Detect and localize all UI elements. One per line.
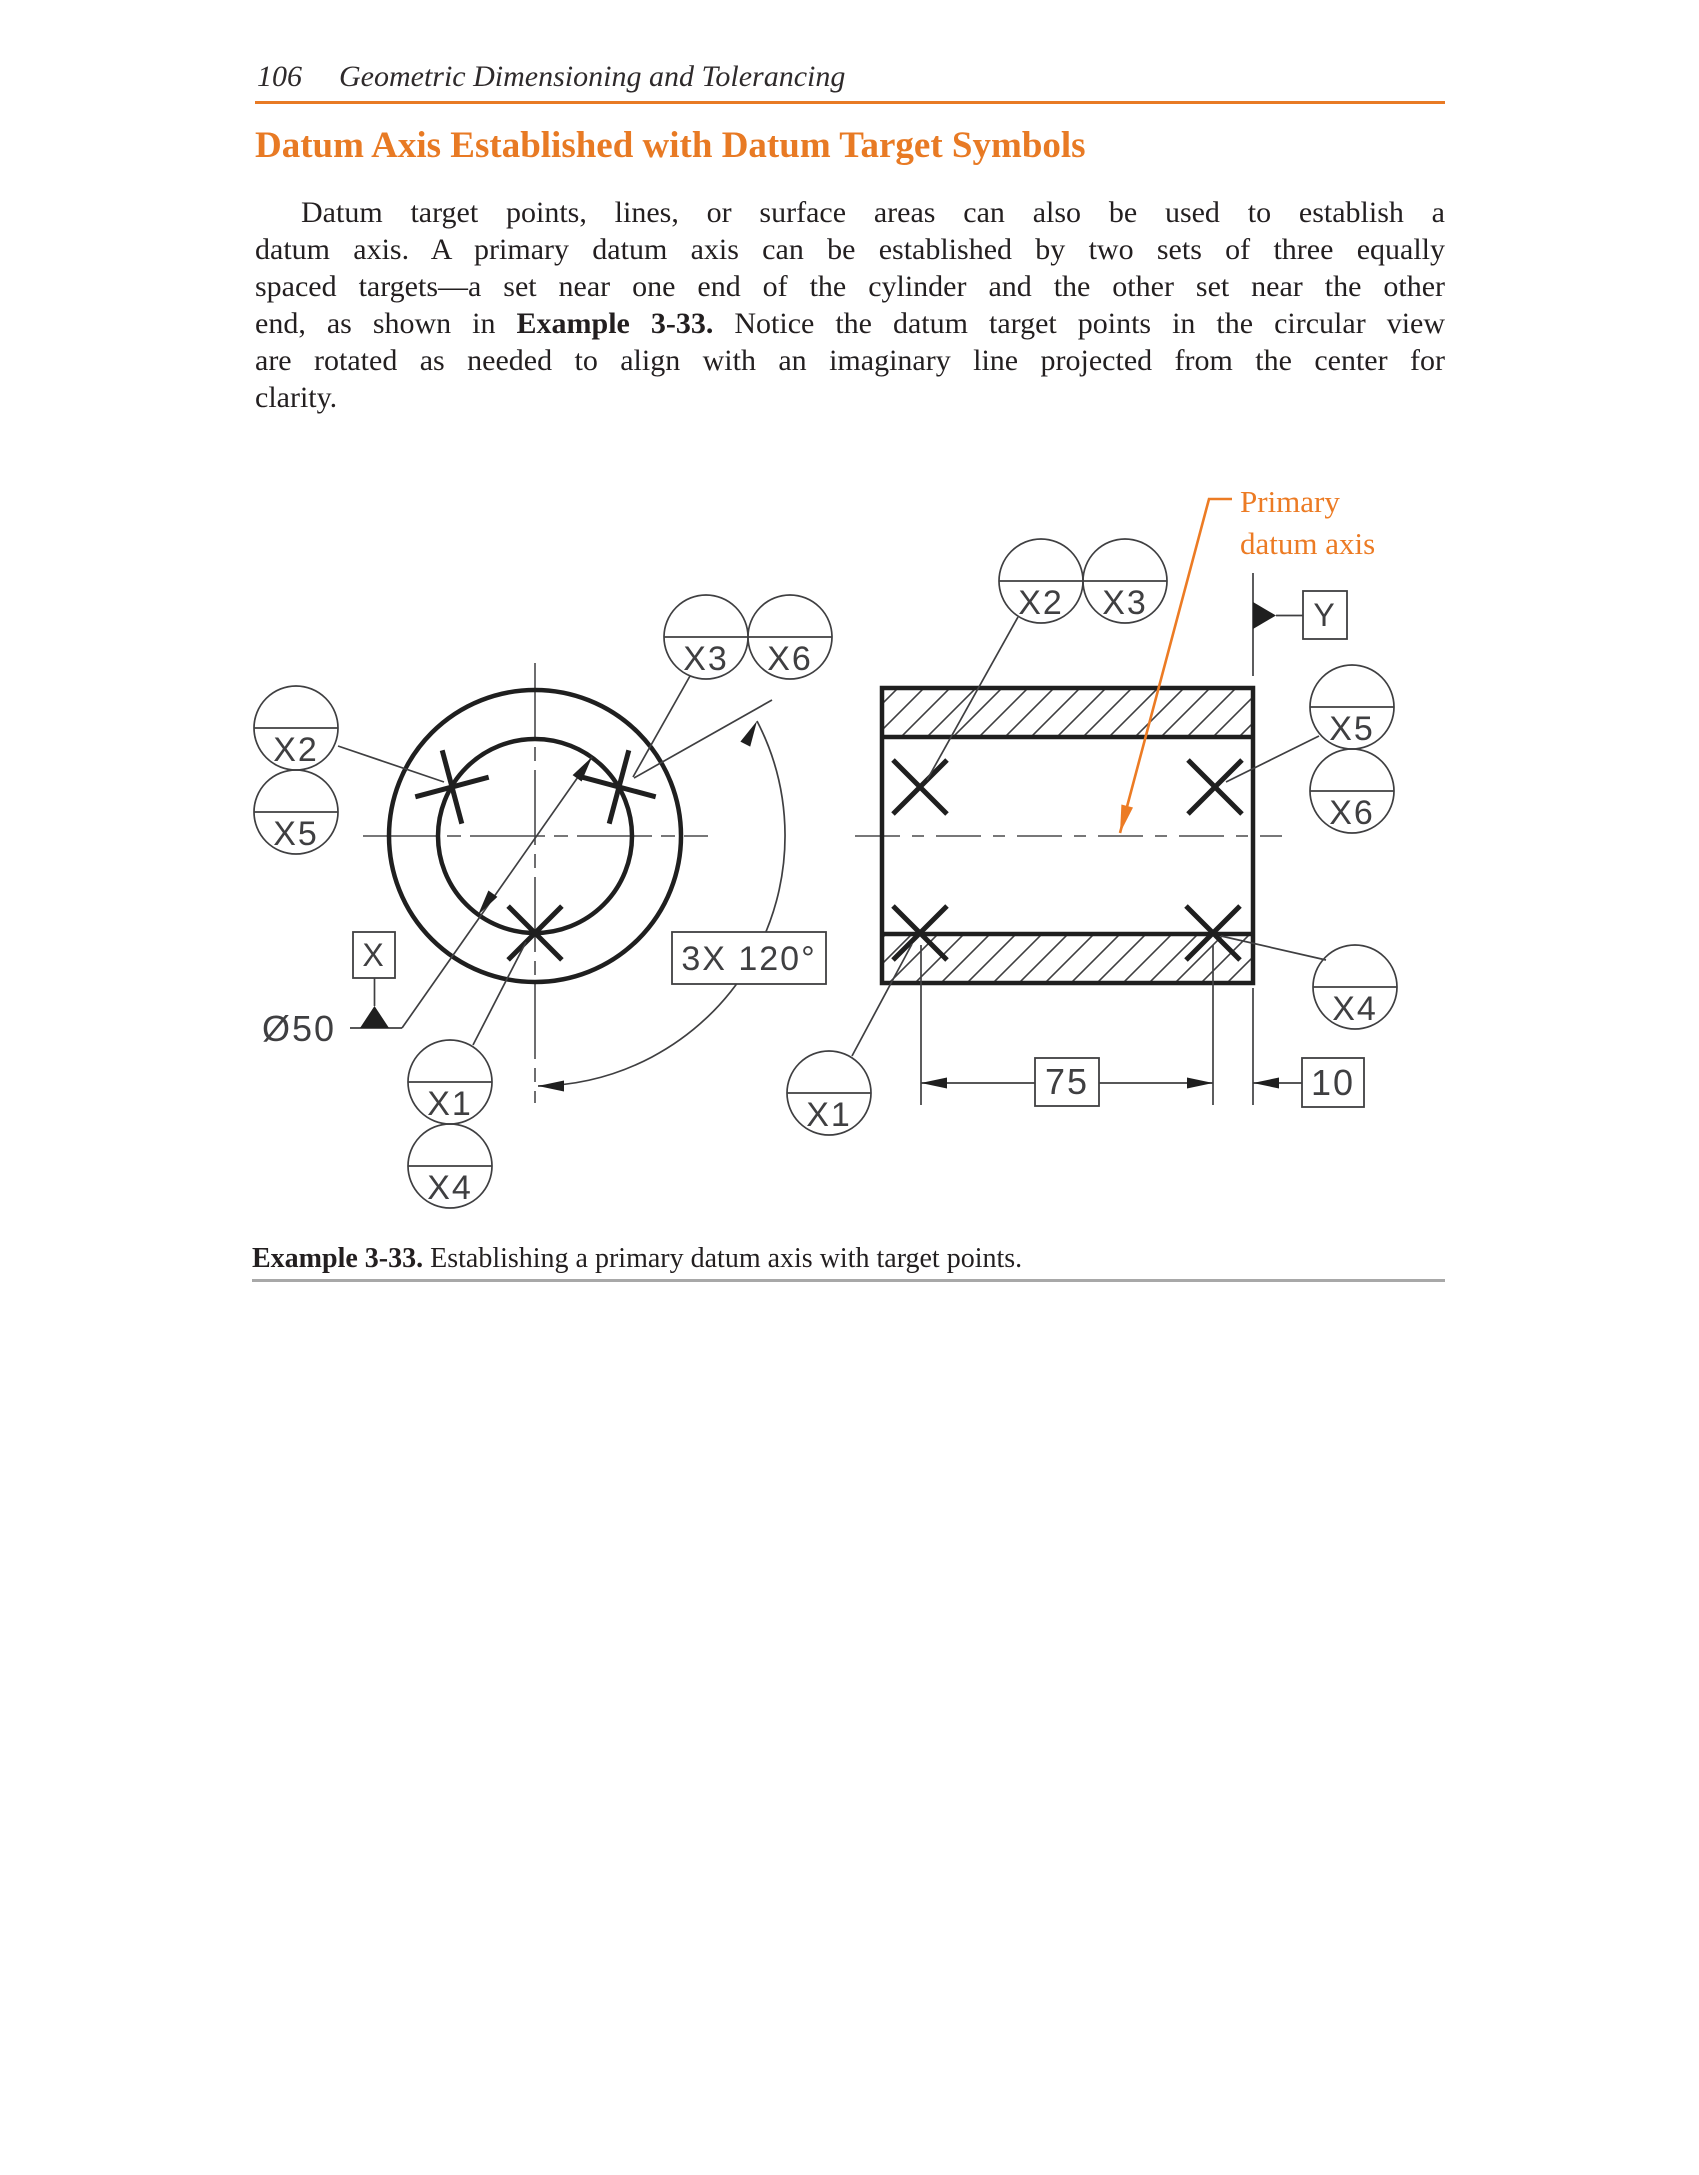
target-point-x-upper-left <box>415 750 488 823</box>
arrowhead <box>1187 1078 1213 1089</box>
datum-target-balloon-sv-x6 <box>1310 749 1394 833</box>
balloon-label: X1 <box>806 1096 852 1134</box>
balloon-label: X4 <box>427 1169 473 1207</box>
figure-caption <box>252 1243 1492 1275</box>
balloon-label: X4 <box>1332 990 1378 1028</box>
callout-text-line1: Primary <box>1240 484 1340 519</box>
datum-target-balloon-sv-x3 <box>1083 539 1167 623</box>
section-hatch-top <box>882 688 1253 737</box>
section-hatch-bottom <box>882 934 1253 983</box>
datum-target-balloon-x3 <box>664 595 748 679</box>
running-title: Geometric Dimensioning and Tolerancing <box>339 60 846 93</box>
balloon-label: X3 <box>683 640 729 678</box>
example-reference: Example 3-33. <box>516 307 714 340</box>
datum-target-balloon-x5 <box>254 770 338 854</box>
datum-target-balloon-x4 <box>408 1124 492 1208</box>
body-text: end, as shown in <box>255 307 517 340</box>
leader-line <box>338 746 444 782</box>
datum-y-letter: Y <box>1313 597 1337 633</box>
body-line: spaced targets—a set near one end of the cylinder and the other set near the other <box>255 270 1445 303</box>
datum-triangle <box>1253 602 1276 629</box>
leader-line <box>473 942 526 1045</box>
datum-target-balloon-x6 <box>748 595 832 679</box>
circular-view <box>254 595 832 1208</box>
balloon-label: X1 <box>427 1085 473 1123</box>
datum-target-balloon-sv-x1 <box>787 1051 871 1135</box>
body-text: Notice the datum target points in the circular view <box>713 307 1446 340</box>
angle-note: 3X 120° <box>681 940 817 978</box>
dim-10-value: 10 <box>1310 1062 1356 1103</box>
body-line: datum axis. A primary datum axis can be established by two sets of three equally <box>255 233 1445 266</box>
datum-target-balloon-x1 <box>408 1040 492 1124</box>
balloon-label: X3 <box>1102 584 1148 622</box>
dim-75-value: 75 <box>1044 1061 1090 1102</box>
caption-label: Example 3-33. <box>252 1243 424 1274</box>
caption-text: Establishing a primary datum axis with target points. <box>423 1243 1023 1274</box>
arrowhead <box>538 1081 564 1092</box>
callout-text-line2: datum axis <box>1240 526 1376 561</box>
balloon-label: X6 <box>767 640 813 678</box>
balloon-label: X5 <box>273 815 319 853</box>
diameter-dimension-line <box>402 757 592 1028</box>
body-line: Datum target points, lines, or surface areas can also be used to establish a <box>301 196 1445 229</box>
balloon-label: X6 <box>1329 794 1375 832</box>
balloon-label: X2 <box>273 731 319 769</box>
balloon-label: X5 <box>1329 710 1375 748</box>
datum-x-letter: X <box>362 937 386 973</box>
arrowhead <box>740 721 757 747</box>
arrowhead <box>1253 1078 1279 1089</box>
caption-rule <box>252 1279 1445 1282</box>
page-number: 106 <box>257 60 302 93</box>
body-line: clarity. <box>255 381 338 414</box>
arrowhead <box>478 891 497 916</box>
datum-triangle <box>360 1006 389 1028</box>
body-line: are rotated as needed to align with an imaginary line projected from the center for <box>255 344 1445 377</box>
arrowhead <box>921 1078 947 1089</box>
datum-target-balloon-x2 <box>254 686 338 770</box>
datum-target-balloon-sv-x2 <box>999 539 1083 623</box>
side-view <box>787 484 1397 1135</box>
diameter-label: Ø50 <box>262 1008 337 1049</box>
balloon-label: X2 <box>1018 584 1064 622</box>
section-heading: Datum Axis Established with Datum Target Symbols <box>255 125 1086 166</box>
datum-target-balloon-sv-x5 <box>1310 665 1394 749</box>
datum-target-balloon-sv-x4 <box>1313 945 1397 1029</box>
